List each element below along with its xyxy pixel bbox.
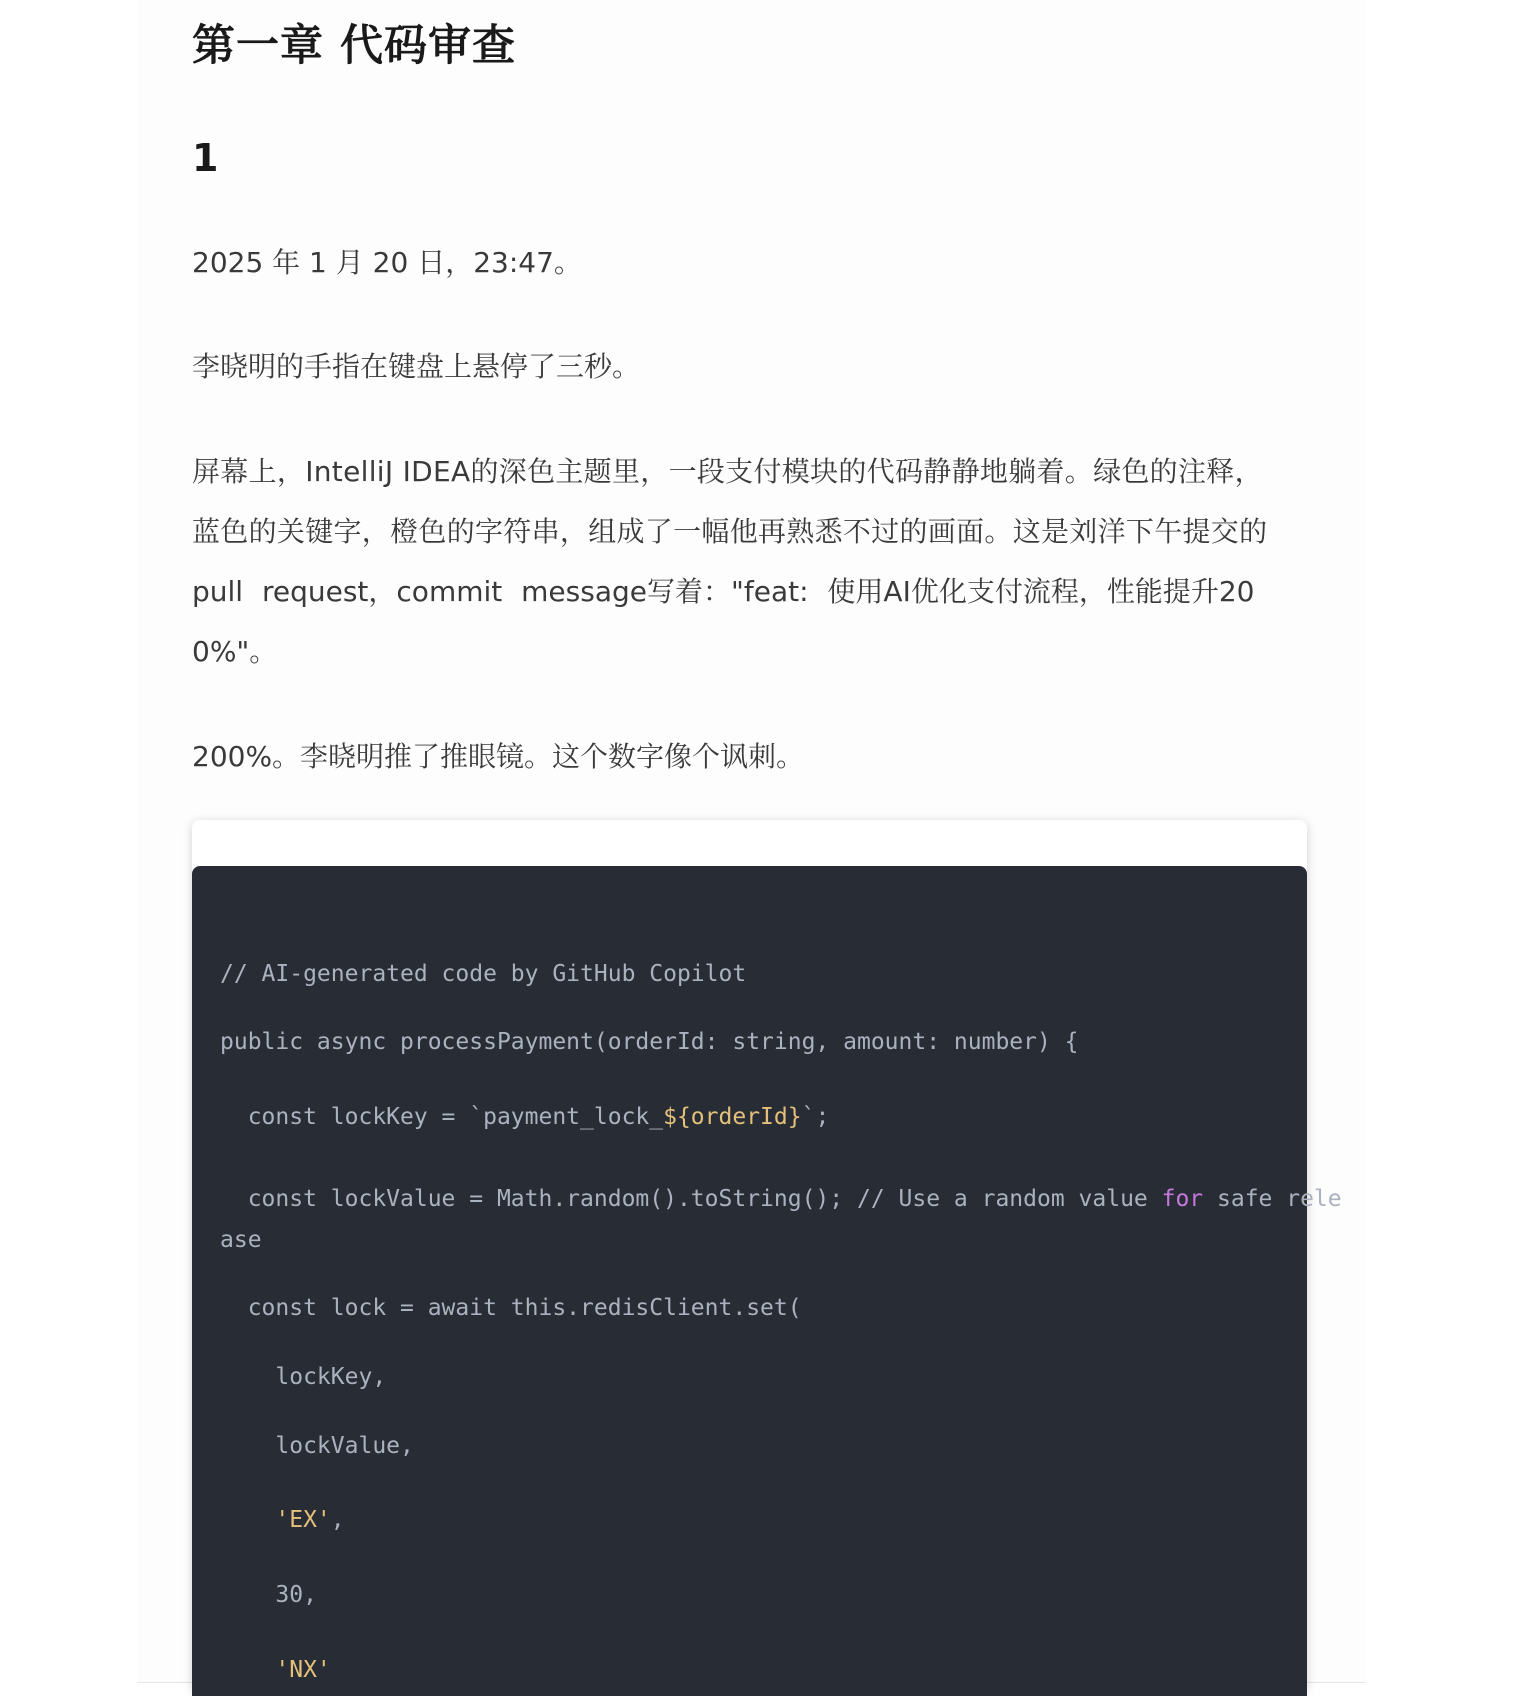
paragraph-screen <box>192 442 1307 682</box>
section-number: 1 <box>192 136 219 180</box>
code-token: safe rele <box>1203 1186 1342 1212</box>
code-line-arg-nx <box>220 1657 331 1683</box>
code-block[interactable] <box>192 866 1342 1696</box>
code-line-arg-lockvalue: lockValue, <box>220 1433 414 1459</box>
paragraph-hesitation: 李晓明的手指在键盘上悬停了三秒。 <box>192 350 641 383</box>
code-line-arg-30: 30, <box>220 1582 317 1608</box>
code-token-string: 'EX' <box>275 1507 331 1533</box>
paragraph-timestamp: 2025 年 1 月 20 日，23:47。 <box>192 246 582 279</box>
document-page <box>137 0 1365 1683</box>
code-card <box>192 820 1342 1690</box>
code-token-keyword: for <box>1161 1186 1204 1212</box>
code-line-arg-ex <box>220 1507 345 1533</box>
code-line-lock-call: const lock = await this.redisClient.set( <box>220 1295 802 1321</box>
code-token: , <box>330 1507 345 1533</box>
code-line-signature: public async processPayment(orderId: string, amount: number) { <box>220 1029 1079 1055</box>
code-token <box>220 1507 275 1533</box>
code-token-string: 'NX' <box>275 1657 331 1683</box>
code-line-lockkey <box>220 1104 829 1130</box>
code-line-comment: // AI-generated code by GitHub Copilot <box>220 961 747 987</box>
paragraph-line: 屏幕上，IntelliJ IDEA的深色主题里，一段支付模块的代码静静地躺着。绿色的注释， <box>192 455 1263 488</box>
code-token <box>220 1657 275 1683</box>
paragraph-line: 0%"。 <box>192 635 278 668</box>
paragraph-line: pull request，commit message写着："feat: 使用AI优化支付流程，性能提升20 <box>192 575 1255 608</box>
code-line-wrap: ase <box>220 1227 262 1253</box>
code-line-arg-lockkey: lockKey, <box>220 1364 387 1390</box>
code-token: const lockValue = Math.random().toString(); // Use a random value <box>220 1186 1162 1212</box>
code-token: const lockKey = `payment_lock_ <box>220 1104 664 1130</box>
code-token-interpolation: ${orderId} <box>663 1104 802 1130</box>
chapter-title: 第一章 代码审查 <box>192 21 516 71</box>
paragraph-line: 蓝色的关键字，橙色的字符串，组成了一幅他再熟悉不过的画面。这是刘洋下午提交的 <box>192 515 1268 548</box>
paragraph-irony: 200%。李晓明推了推眼镜。这个数字像个讽刺。 <box>192 740 805 773</box>
code-token: `; <box>801 1104 830 1130</box>
code-line-lockvalue <box>220 1186 1342 1212</box>
